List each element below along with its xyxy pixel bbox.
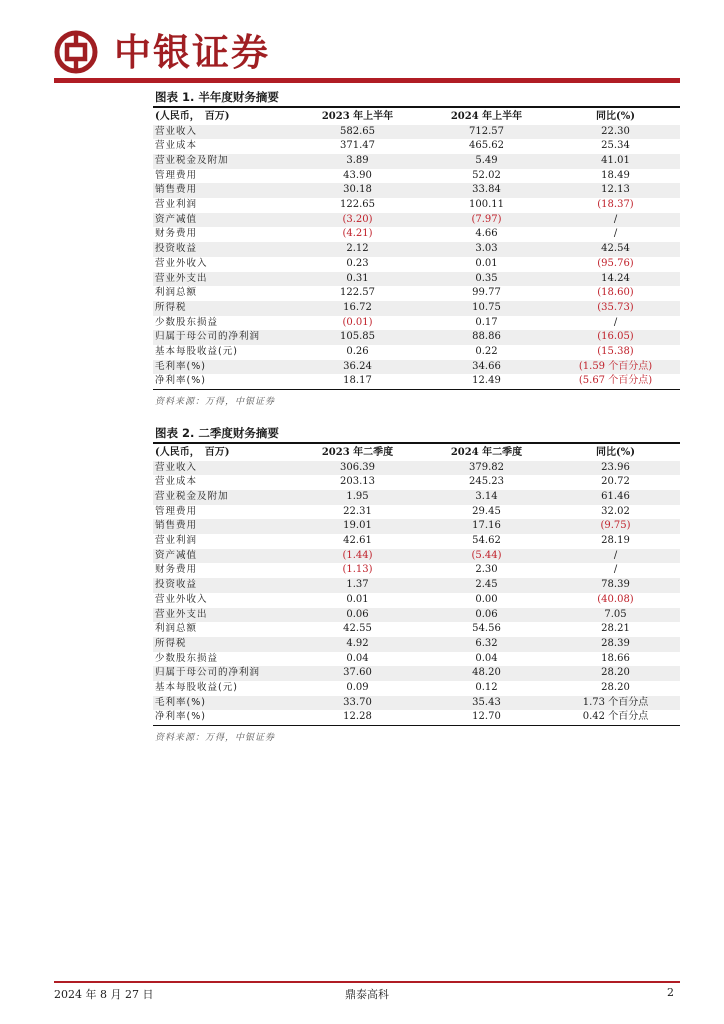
row-label: 营业成本 bbox=[155, 140, 198, 152]
cell-prior: 43.90 bbox=[343, 169, 372, 181]
row-label: 营业税金及附加 bbox=[153, 490, 293, 505]
table-row bbox=[153, 242, 680, 257]
cell-yoy: (15.38) bbox=[597, 346, 634, 358]
table-row bbox=[153, 505, 680, 520]
cell-current: 99.77 bbox=[472, 287, 501, 299]
cell-prior: 0.31 bbox=[293, 272, 422, 287]
table-row bbox=[153, 345, 680, 360]
cell-yoy: 28.39 bbox=[551, 637, 680, 652]
table-row bbox=[153, 696, 680, 711]
cell-current: 2.45 bbox=[422, 578, 551, 593]
cell-yoy: 0.42 个百分点 bbox=[582, 711, 649, 723]
cell-prior: 0.26 bbox=[346, 346, 369, 358]
cell-yoy: / bbox=[613, 316, 618, 328]
cell-current: 54.62 bbox=[472, 535, 501, 547]
brand-name: 中银证券 bbox=[114, 30, 270, 74]
table1-figure-label: 图表 1. bbox=[155, 90, 195, 104]
cell-prior: 105.85 bbox=[293, 330, 422, 345]
cell-yoy: 42.54 bbox=[551, 242, 680, 257]
cell-prior: 306.39 bbox=[293, 461, 422, 476]
cell-current: 88.86 bbox=[422, 330, 551, 345]
row-label: 财务费用 bbox=[155, 564, 198, 576]
table-row bbox=[153, 549, 680, 564]
cell-current: 0.12 bbox=[475, 682, 498, 694]
cell-current: 0.06 bbox=[422, 608, 551, 623]
table-row bbox=[153, 360, 680, 375]
table-row bbox=[153, 622, 680, 637]
cell-current: 0.04 bbox=[475, 652, 498, 664]
table-row bbox=[153, 227, 680, 242]
row-label: 投资收益 bbox=[153, 578, 293, 593]
cell-current: 48.20 bbox=[422, 666, 551, 681]
table-row bbox=[153, 330, 680, 345]
row-label: 少数股东损益 bbox=[155, 316, 219, 328]
table1-header-row bbox=[153, 108, 680, 125]
table2-title-text: 二季度财务摘要 bbox=[198, 426, 279, 440]
cell-current: 712.57 bbox=[422, 125, 551, 140]
cell-yoy: 23.96 bbox=[551, 461, 680, 476]
cell-current: 17.16 bbox=[422, 519, 551, 534]
cell-yoy: / bbox=[613, 228, 618, 240]
cell-prior: (0.01) bbox=[342, 316, 373, 328]
cell-current: 29.45 bbox=[472, 505, 501, 517]
cell-prior: 3.89 bbox=[293, 154, 422, 169]
cell-prior: 19.01 bbox=[293, 519, 422, 534]
cell-prior: 371.47 bbox=[340, 140, 375, 152]
page-number: 2 bbox=[667, 986, 674, 999]
cell-yoy: 25.34 bbox=[601, 140, 630, 152]
cell-yoy: 32.02 bbox=[601, 505, 630, 517]
cell-yoy: (5.67 个百分点) bbox=[578, 375, 653, 387]
cell-current: 3.14 bbox=[422, 490, 551, 505]
table-row bbox=[153, 316, 680, 331]
cell-current: 0.01 bbox=[475, 257, 498, 269]
table1-block bbox=[153, 90, 680, 407]
cell-prior: (1.13) bbox=[342, 564, 373, 576]
cell-current: 6.32 bbox=[422, 637, 551, 652]
table-row bbox=[153, 169, 680, 184]
table2-source: 资料来源：万得，中银证券 bbox=[155, 733, 276, 744]
cell-current: 12.70 bbox=[472, 711, 501, 723]
cell-current: 52.02 bbox=[472, 169, 501, 181]
row-label: 营业外收入 bbox=[155, 257, 208, 269]
cell-prior: 0.04 bbox=[346, 652, 369, 664]
cell-prior: 2.12 bbox=[293, 242, 422, 257]
row-label: 净利率(%) bbox=[155, 711, 206, 723]
cell-yoy: 28.21 bbox=[601, 623, 630, 635]
cell-current: 0.35 bbox=[422, 272, 551, 287]
table2-header-label: (人民币， 百万) bbox=[155, 446, 230, 458]
table1-header-yoy: 同比(%) bbox=[596, 110, 635, 122]
cell-current: 5.49 bbox=[422, 154, 551, 169]
table-row bbox=[153, 125, 680, 140]
cell-prior: 582.65 bbox=[293, 125, 422, 140]
row-label: 营业收入 bbox=[153, 125, 293, 140]
cell-current: 379.82 bbox=[422, 461, 551, 476]
row-label: 财务费用 bbox=[155, 228, 198, 240]
cell-prior: 1.37 bbox=[293, 578, 422, 593]
row-label: 所得税 bbox=[153, 301, 293, 316]
cell-yoy: (1.59 个百分点) bbox=[551, 360, 680, 375]
cell-yoy: 28.19 bbox=[601, 535, 630, 547]
cell-yoy: 78.39 bbox=[551, 578, 680, 593]
cell-yoy: (40.08) bbox=[597, 593, 634, 605]
row-label: 毛利率(%) bbox=[153, 360, 293, 375]
cell-yoy: 1.73 个百分点 bbox=[551, 696, 680, 711]
row-label: 销售费用 bbox=[153, 519, 293, 534]
cell-current: 10.75 bbox=[422, 301, 551, 316]
table2-title bbox=[153, 426, 680, 442]
table-row bbox=[153, 519, 680, 534]
table1-header-2023: 2023 年上半年 bbox=[321, 110, 394, 122]
cell-prior: 18.17 bbox=[343, 375, 372, 387]
row-label: 营业外支出 bbox=[153, 608, 293, 623]
table-row bbox=[153, 534, 680, 549]
row-label: 基本每股收益(元) bbox=[155, 346, 238, 358]
table2-body bbox=[153, 461, 680, 726]
cell-current: 0.22 bbox=[475, 346, 498, 358]
cell-prior: 1.95 bbox=[293, 490, 422, 505]
table-row bbox=[153, 183, 680, 198]
footer-rule bbox=[54, 981, 680, 983]
table1-body bbox=[153, 125, 680, 390]
page-header bbox=[54, 26, 680, 76]
cell-prior: 203.13 bbox=[340, 476, 375, 488]
row-label: 归属于母公司的净利润 bbox=[153, 666, 293, 681]
cell-prior: 122.65 bbox=[340, 199, 375, 211]
table-row bbox=[153, 578, 680, 593]
table-row bbox=[153, 198, 680, 213]
cell-current: 0.17 bbox=[475, 316, 498, 328]
cell-yoy: 20.72 bbox=[601, 476, 630, 488]
cell-current: 4.66 bbox=[475, 228, 498, 240]
row-label: 净利率(%) bbox=[155, 375, 206, 387]
cell-current: (5.44) bbox=[422, 549, 551, 564]
cell-yoy: (95.76) bbox=[597, 257, 634, 269]
cell-current: 33.84 bbox=[422, 183, 551, 198]
table-row bbox=[153, 637, 680, 652]
row-label: 少数股东损益 bbox=[155, 652, 219, 664]
cell-yoy: 7.05 bbox=[551, 608, 680, 623]
row-label: 利润总额 bbox=[155, 287, 198, 299]
table2 bbox=[153, 444, 680, 726]
cell-prior: 0.09 bbox=[346, 682, 369, 694]
cell-prior: 42.55 bbox=[343, 623, 372, 635]
table1-source: 资料来源：万得，中银证券 bbox=[155, 397, 276, 408]
cell-current: 245.23 bbox=[469, 476, 504, 488]
cell-yoy: 18.66 bbox=[601, 652, 630, 664]
cell-prior: 33.70 bbox=[293, 696, 422, 711]
table-row bbox=[153, 593, 680, 608]
table1-bottom-rule bbox=[153, 389, 680, 390]
cell-prior: 30.18 bbox=[293, 183, 422, 198]
row-label: 管理费用 bbox=[155, 505, 198, 517]
row-label: 毛利率(%) bbox=[153, 696, 293, 711]
table-row bbox=[153, 154, 680, 169]
table2-header-2023: 2023 年二季度 bbox=[321, 446, 394, 458]
table-row bbox=[153, 301, 680, 316]
bank-of-china-logo-icon bbox=[54, 30, 98, 74]
cell-yoy: (18.60) bbox=[597, 287, 634, 299]
table-row bbox=[153, 681, 680, 696]
table-row bbox=[153, 213, 680, 228]
table-row bbox=[153, 139, 680, 154]
row-label: 营业利润 bbox=[155, 199, 198, 211]
table2-header-yoy: 同比(%) bbox=[596, 446, 635, 458]
cell-yoy: 28.20 bbox=[551, 666, 680, 681]
table-row bbox=[153, 272, 680, 287]
cell-yoy: 41.01 bbox=[551, 154, 680, 169]
row-label: 资产减值 bbox=[153, 549, 293, 564]
footer-date: 2024 年 8 月 27 日 bbox=[54, 988, 154, 1001]
table-row bbox=[153, 490, 680, 505]
cell-yoy: 12.13 bbox=[551, 183, 680, 198]
row-label: 营业外支出 bbox=[153, 272, 293, 287]
row-label: 所得税 bbox=[153, 637, 293, 652]
cell-yoy: 22.30 bbox=[551, 125, 680, 140]
table-row bbox=[153, 461, 680, 476]
cell-current: 465.62 bbox=[469, 140, 504, 152]
row-label: 利润总额 bbox=[155, 623, 198, 635]
cell-prior: 36.24 bbox=[293, 360, 422, 375]
header-rule bbox=[54, 78, 680, 83]
table-row bbox=[153, 286, 680, 301]
cell-yoy: 18.49 bbox=[601, 169, 630, 181]
cell-prior: 122.57 bbox=[340, 287, 375, 299]
cell-prior: 4.92 bbox=[293, 637, 422, 652]
table2-header-2024: 2024 年二季度 bbox=[450, 446, 523, 458]
table1-header-2024: 2024 年上半年 bbox=[450, 110, 523, 122]
cell-current: 3.03 bbox=[422, 242, 551, 257]
cell-yoy: (16.05) bbox=[551, 330, 680, 345]
cell-prior: (3.20) bbox=[293, 213, 422, 228]
cell-prior: 42.61 bbox=[343, 535, 372, 547]
cell-prior: 0.23 bbox=[346, 257, 369, 269]
cell-yoy: 28.20 bbox=[601, 682, 630, 694]
table-row bbox=[153, 608, 680, 623]
page-footer bbox=[54, 986, 680, 1002]
cell-yoy: (18.37) bbox=[597, 199, 634, 211]
cell-yoy: (35.73) bbox=[551, 301, 680, 316]
table1-title-text: 半年度财务摘要 bbox=[198, 90, 279, 104]
row-label: 基本每股收益(元) bbox=[155, 682, 238, 694]
cell-yoy: / bbox=[551, 549, 680, 564]
cell-prior: 16.72 bbox=[293, 301, 422, 316]
cell-current: 0.00 bbox=[475, 593, 498, 605]
cell-yoy: / bbox=[613, 564, 618, 576]
cell-yoy: / bbox=[551, 213, 680, 228]
cell-yoy: 14.24 bbox=[551, 272, 680, 287]
table2-block bbox=[153, 426, 680, 743]
table-row bbox=[153, 475, 680, 490]
row-label: 资产减值 bbox=[153, 213, 293, 228]
cell-prior: 12.28 bbox=[343, 711, 372, 723]
cell-yoy: (9.75) bbox=[551, 519, 680, 534]
cell-current: 2.30 bbox=[475, 564, 498, 576]
table1-title bbox=[153, 90, 680, 106]
cell-current: 35.43 bbox=[422, 696, 551, 711]
table2-header-row bbox=[153, 444, 680, 461]
cell-prior: 0.01 bbox=[346, 593, 369, 605]
cell-current: 100.11 bbox=[469, 199, 504, 211]
cell-yoy: 61.46 bbox=[551, 490, 680, 505]
row-label: 营业利润 bbox=[155, 535, 198, 547]
row-label: 投资收益 bbox=[153, 242, 293, 257]
row-label: 归属于母公司的净利润 bbox=[153, 330, 293, 345]
row-label: 营业外收入 bbox=[155, 593, 208, 605]
row-label: 营业成本 bbox=[155, 476, 198, 488]
row-label: 管理费用 bbox=[155, 169, 198, 181]
cell-prior: (4.21) bbox=[342, 228, 373, 240]
cell-prior: 22.31 bbox=[343, 505, 372, 517]
footer-company: 鼎泰高科 bbox=[345, 988, 389, 1001]
table-row bbox=[153, 666, 680, 681]
table-row bbox=[153, 563, 680, 578]
row-label: 营业收入 bbox=[153, 461, 293, 476]
table-row bbox=[153, 374, 680, 389]
table-row bbox=[153, 710, 680, 725]
cell-prior: 37.60 bbox=[293, 666, 422, 681]
cell-current: 34.66 bbox=[422, 360, 551, 375]
table2-bottom-rule bbox=[153, 725, 680, 726]
row-label: 销售费用 bbox=[153, 183, 293, 198]
table2-figure-label: 图表 2. bbox=[155, 426, 195, 440]
table1-header-label: (人民币， 百万) bbox=[155, 110, 230, 122]
cell-current: 54.56 bbox=[472, 623, 501, 635]
cell-prior: 0.06 bbox=[293, 608, 422, 623]
row-label: 营业税金及附加 bbox=[153, 154, 293, 169]
table-row bbox=[153, 257, 680, 272]
table1 bbox=[153, 108, 680, 390]
cell-prior: (1.44) bbox=[293, 549, 422, 564]
cell-current: 12.49 bbox=[472, 375, 501, 387]
cell-current: (7.97) bbox=[422, 213, 551, 228]
table-row bbox=[153, 652, 680, 667]
